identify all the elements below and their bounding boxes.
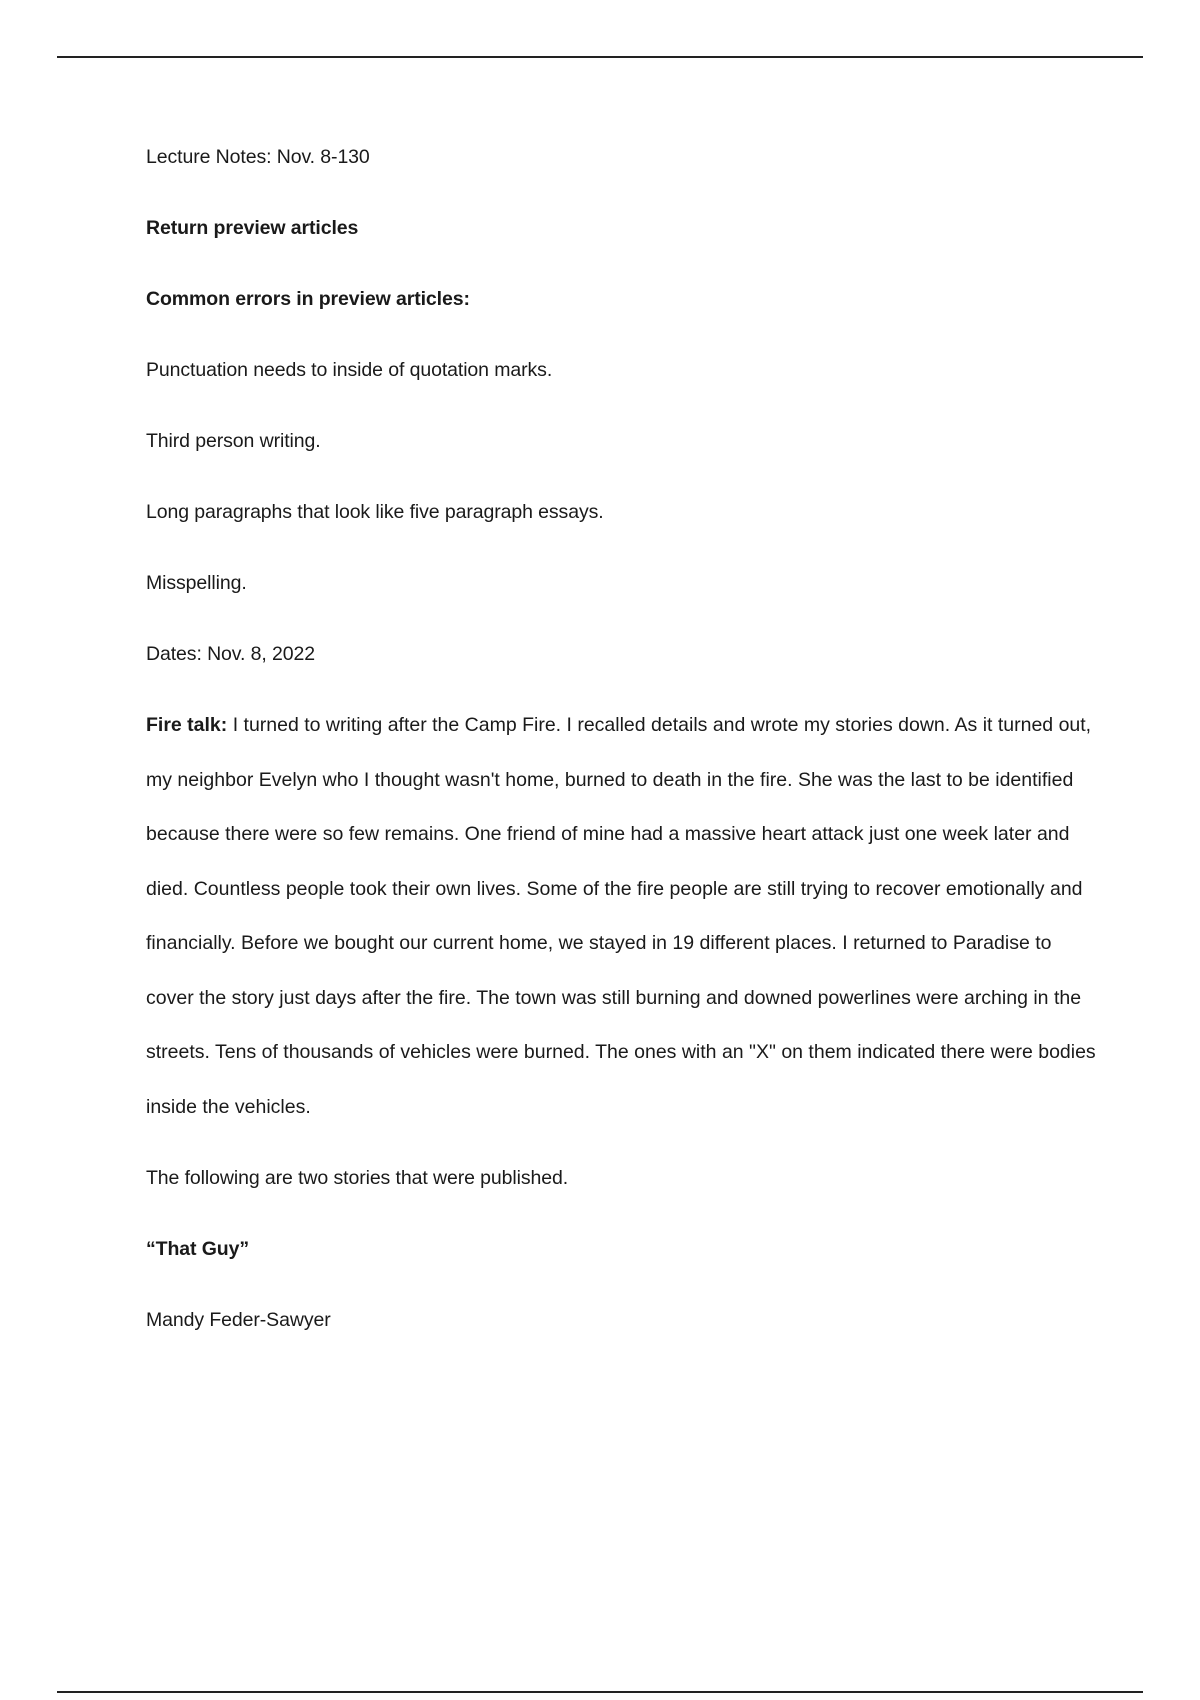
story-title: “That Guy” [146,1238,250,1260]
document-body [146,142,1096,1376]
error-item-third-person: Third person writing. [146,430,321,452]
story-author: Mandy Feder-Sawyer [146,1309,331,1331]
header-rule [57,56,1143,58]
section-heading-common-errors: Common errors in preview articles: [146,288,470,310]
footer-rule [57,1691,1143,1693]
error-item-punctuation: Punctuation needs to inside of quotation marks. [146,359,553,381]
error-item-misspelling: Misspelling. [146,572,247,594]
dates-line: Dates: Nov. 8, 2022 [146,643,316,665]
fire-talk-text: I turned to writing after the Camp Fire. I recalled details and wrote my stories down. As it turned out, my neighbor Evelyn who I thought wasn't home, burned to death in the fire. She was the last to be identified because there were so few remains. One friend of mine had a massive heart attack just one week later and died. Countless people took their own lives. Some of the fire people are still trying to recover emotionally and financially. Before we bought our current home, we stayed in 19 different places. I returned to Paradise to cover the story just days after the fire. The town was still burning and downed powerlines were arching in the streets. Tens of thousands of vehicles were burned. The ones with an "X" on them indicated there were bodies inside the vehicles. [146,714,1096,1118]
error-item-long-paragraphs: Long paragraphs that look like five paragraph essays. [146,501,604,523]
document-title: Lecture Notes: Nov. 8-130 [146,146,370,168]
published-stories-intro: The following are two stories that were published. [146,1167,569,1189]
section-heading-return: Return preview articles [146,217,359,239]
fire-talk-label: Fire talk: [146,714,228,736]
fire-talk-paragraph [146,698,1096,1134]
